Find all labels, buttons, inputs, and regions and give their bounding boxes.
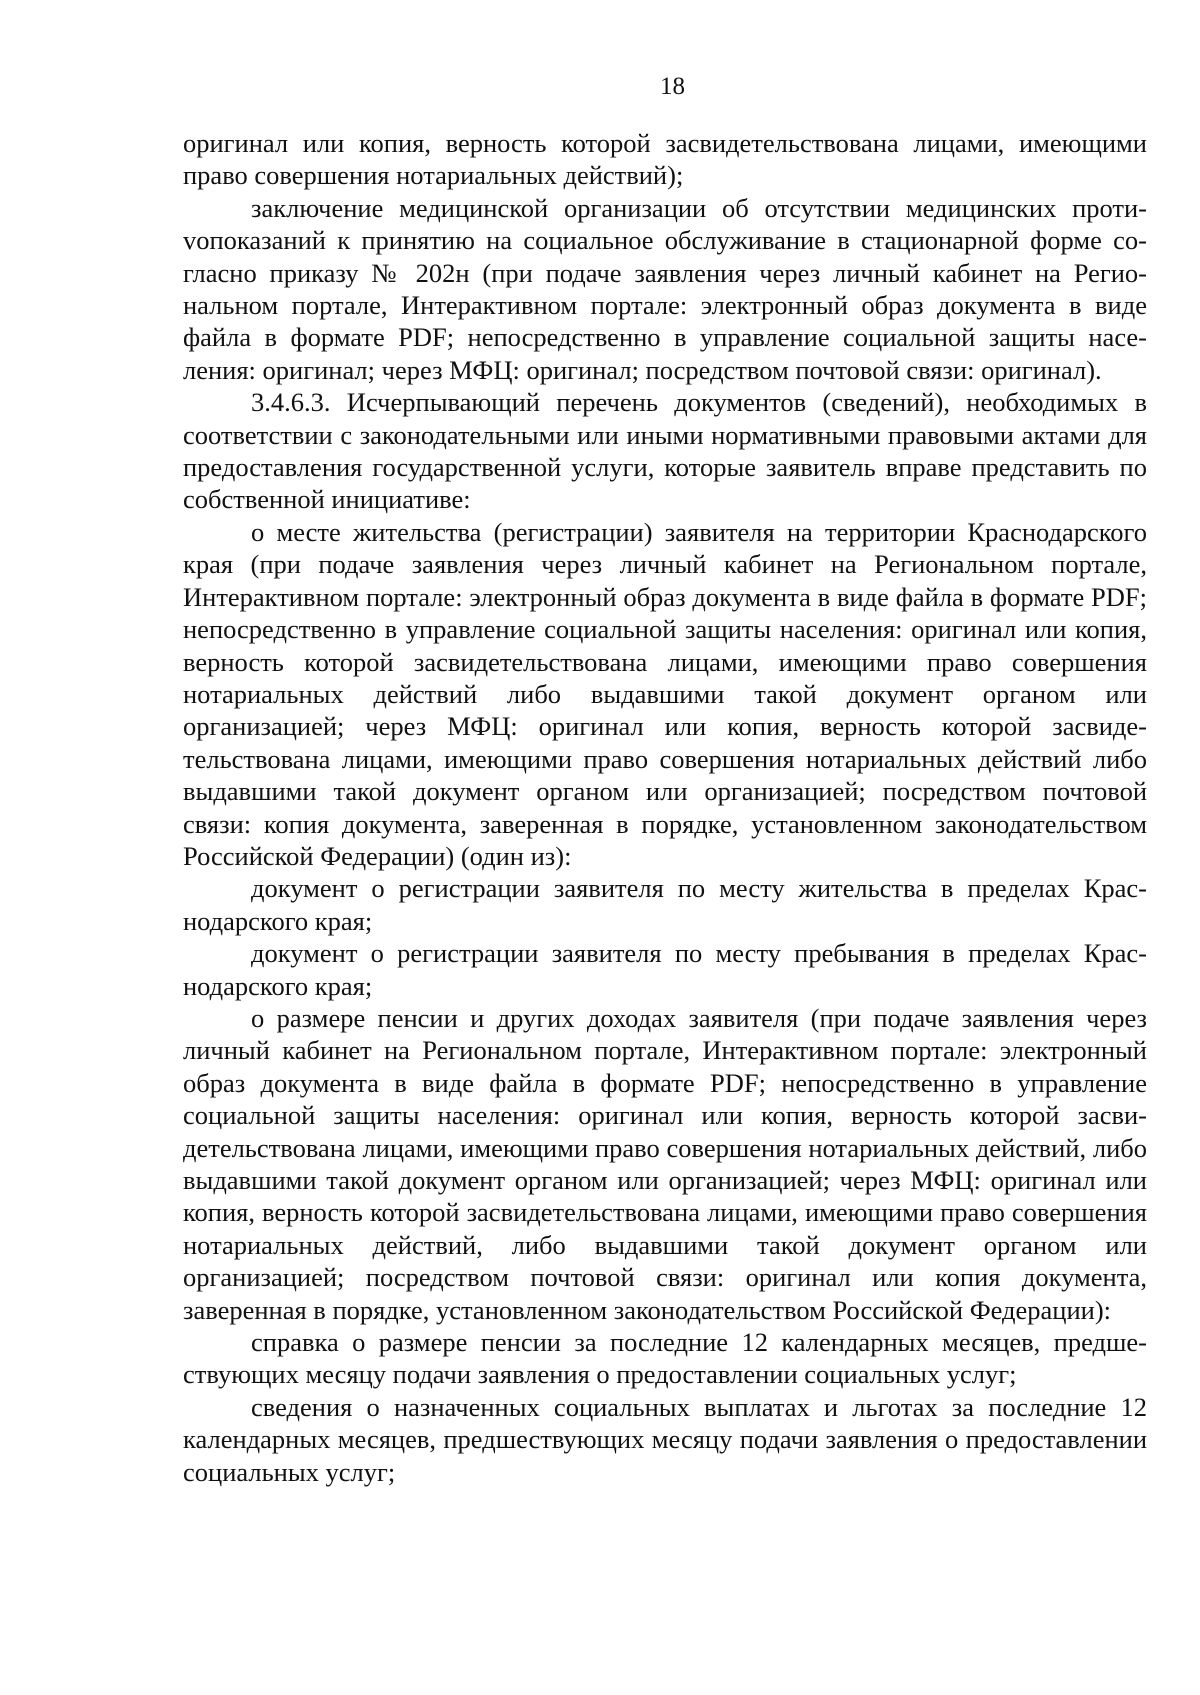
paragraph-medical-conclusion: заключение медицинской организации об отсутствии медицинских протиvопоказаний к принятию на социальное обслуживание в стационарной форме согласно приказу № 202н (при подаче заявления через личный кабинет на Региональном портале, Интерактивном портале: электронный образ документа в виде файла в формате PDF; непосредственно в управление социальной защиты населения: оригинал; через МФЦ: оригинал; посредством почтовой связи: оригинал). bbox=[183, 192, 1147, 385]
paragraph-registration-stay: документ о регистрации заявителя по месту пребывания в пределах Краснодарского края; bbox=[183, 938, 1147, 1001]
paragraph-continuation: оригинал или копия, верность которой засвидетельствована лицами, имеющими право совершения нотариальных действий); bbox=[183, 128, 1147, 191]
paragraph-place-of-residence: о месте жительства (регистрации) заявителя на территории Краснодарского края (при подаче заявления через личный кабинет на Региональном портале, Интерактивном портале: электронный образ документа в виде файла в формате PDF; непосредственно в управление социальной защиты населения: оригинал или копия, верность которой засвидетельствована лицами, имеющими право совершения нотариальных действий либо выдавшими такой документ органом или организацией; через МФЦ: оригинал или копия, верность которой засвидетельствована лицами, имеющими право совершения нотариальных действий либо выдавшими такой документ органом или организацией; посредством почтовой связи: копия документа, заверенная в порядке, установленном законодательством Российской Федерации) (один из): bbox=[183, 516, 1147, 871]
paragraph-social-payments: сведения о назначенных социальных выплатах и льготах за последние 12 календарных месяцев, предшествующих месяцу подачи заявления о предоставлении социальных услуг; bbox=[183, 1391, 1147, 1487]
paragraph-registration-residence: документ о регистрации заявителя по месту жительства в пределах Краснодарского края; bbox=[183, 873, 1147, 936]
page-number: 18 bbox=[660, 73, 685, 100]
paragraph-pension-certificate: справка о размере пенсии за последние 12 календарных месяцев, предшествующих месяцу подачи заявления о предоставлении социальных услуг; bbox=[183, 1327, 1147, 1390]
paragraph-pension-income: о размере пенсии и других доходах заявителя (при подаче заявления через личный кабинет на Региональном портале, Интерактивном портале: электронный образ документа в виде файла в формате PDF; непосредственно в управление социальной защиты населения: оригинал или копия, верность которой засвидетельствована лицами, имеющими право совершения нотариальных действий, либо выдавшими такой документ органом или организацией; через МФЦ: оригинал или копия, верность которой засвидетельствована лицами, имеющими право совершения нотариальных действий, либо выдавшими такой документ органом или организацией; посредством почтовой связи: оригинал или копия документа, заверенная в порядке, установленном законодательством Российской Федерации): bbox=[183, 1002, 1147, 1325]
paragraph-section-3-4-6-3: 3.4.6.3. Исчерпывающий перечень документов (сведений), необходимых в соответствии с законодательными или иными нормативными правовыми актами для предоставления государственной услуги, которые заявитель вправе представить по собственной инициативе: bbox=[183, 387, 1147, 515]
document-body bbox=[183, 127, 1147, 1488]
